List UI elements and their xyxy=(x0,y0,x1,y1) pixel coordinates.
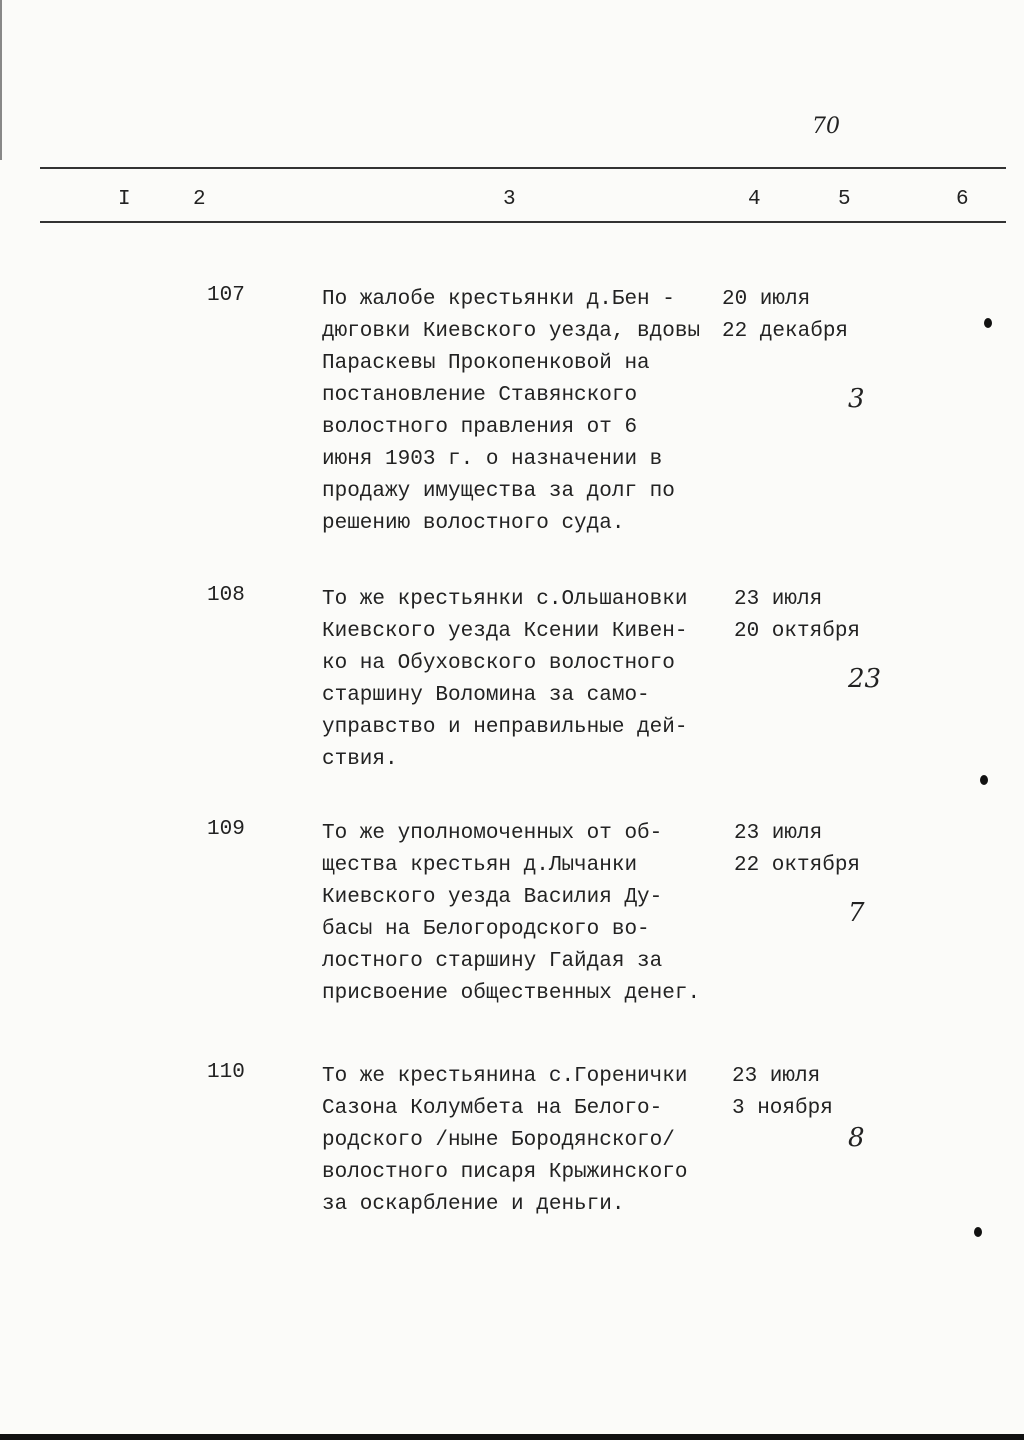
description-line: постановление Ставянского xyxy=(322,384,638,407)
header-top-rule xyxy=(40,167,1006,169)
description-line: То же уполномоченных от об- xyxy=(322,822,663,845)
column-number-2: 2 xyxy=(193,188,206,211)
entry-dates xyxy=(732,1061,833,1125)
sheet-count-handwritten: 3 xyxy=(848,384,865,414)
column-number-4: 4 xyxy=(748,188,761,211)
entry-description xyxy=(322,584,687,776)
description-line: присвоение общественных денег. xyxy=(322,982,701,1005)
description-line: По жалобе крестьянки д.Бен - xyxy=(322,288,675,311)
description-line: щества крестьян д.Лычанки xyxy=(322,854,638,877)
date-end: 3 ноября xyxy=(732,1097,833,1120)
description-line: То же крестьянина с.Горенички xyxy=(322,1065,688,1088)
punch-hole-mark xyxy=(984,318,992,328)
sheet-count-handwritten: 23 xyxy=(848,664,882,694)
date-start: 23 июля xyxy=(734,822,823,845)
description-line: управство и неправильные дей- xyxy=(322,716,688,739)
punch-hole-mark xyxy=(980,775,988,785)
entry-dates xyxy=(734,584,860,648)
column-number-6: 6 xyxy=(956,188,969,211)
description-line: за оскарбление и деньги. xyxy=(322,1193,625,1216)
date-end: 20 октября xyxy=(734,620,861,643)
description-line: Параскевы Прокопенковой на xyxy=(322,352,650,375)
description-line: дюговки Киевского уезда, вдовы xyxy=(322,320,701,343)
punch-hole-mark xyxy=(974,1227,982,1237)
date-start: 23 июля xyxy=(734,588,823,611)
header-bottom-rule xyxy=(40,221,1006,223)
page-number: 70 xyxy=(812,114,840,139)
entry-number: 110 xyxy=(207,1061,245,1084)
description-line: родского /ныне Бородянского/ xyxy=(322,1129,675,1152)
scan-edge xyxy=(0,0,2,160)
sheet-count-handwritten: 8 xyxy=(848,1123,865,1153)
description-line: продажу имущества за долг по xyxy=(322,480,675,503)
description-line: июня 1903 г. о назначении в xyxy=(322,448,663,471)
description-line: басы на Белогородского во- xyxy=(322,918,650,941)
description-line: лостного старшину Гайдая за xyxy=(322,950,663,973)
date-end: 22 октября xyxy=(734,854,861,877)
entry-dates xyxy=(734,818,860,882)
entry-dates xyxy=(722,284,848,348)
column-number-3: 3 xyxy=(503,188,516,211)
scan-bottom-edge xyxy=(0,1434,1024,1440)
description-line: Киевского уезда Василия Ду- xyxy=(322,886,663,909)
entry-number: 109 xyxy=(207,818,245,841)
entry-number: 107 xyxy=(207,284,245,307)
entry-description xyxy=(322,284,700,540)
entry-number: 108 xyxy=(207,584,245,607)
description-line: решению волостного суда. xyxy=(322,512,625,535)
sheet-count-handwritten: 7 xyxy=(848,898,865,928)
description-line: То же крестьянки с.Ольшановки xyxy=(322,588,688,611)
column-number-5: 5 xyxy=(838,188,851,211)
date-end: 22 декабря xyxy=(722,320,849,343)
description-line: Киевского уезда Ксении Кивен- xyxy=(322,620,688,643)
description-line: ствия. xyxy=(322,748,398,771)
description-line: Сазона Колумбета на Белого- xyxy=(322,1097,663,1120)
column-number-1: I xyxy=(118,188,131,211)
description-line: старшину Воломина за само- xyxy=(322,684,650,707)
entry-description xyxy=(322,1061,687,1221)
entry-description xyxy=(322,818,700,1010)
date-start: 20 июля xyxy=(722,288,811,311)
description-line: волостного писаря Крыжинского xyxy=(322,1161,688,1184)
description-line: ко на Обуховского волостного xyxy=(322,652,675,675)
date-start: 23 июля xyxy=(732,1065,821,1088)
description-line: волостного правления от 6 xyxy=(322,416,638,439)
